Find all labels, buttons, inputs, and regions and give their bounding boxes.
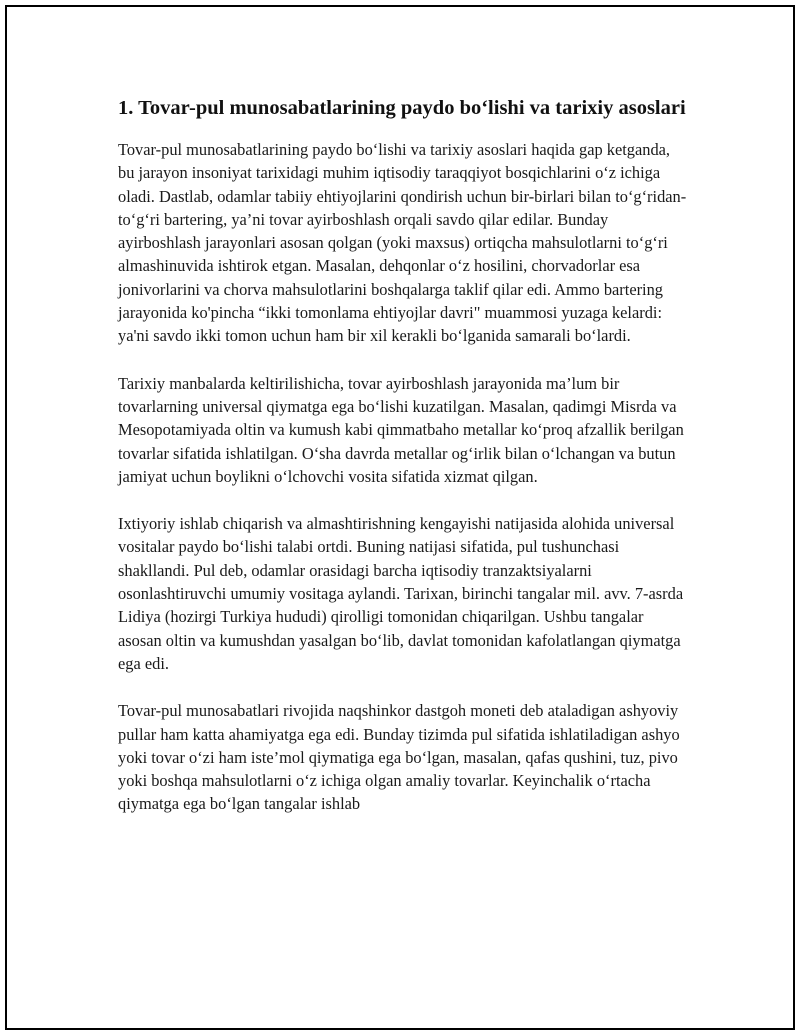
paragraph-1: Tovar-pul munosabatlarining paydo bo‘lishi va tarixiy asoslari haqida gap ketganda, bu jarayon insoniyat tarixidagi muhim iqtisodiy taraqqiyot bosqichlarini o‘z ichiga oladi. Dastlab, odamlar tabiiy ehtiyojlarini qondirish uchun bir-birlari bilan to‘g‘ridan-to‘g‘ri bartering, ya’ni tovar ayirboshlash orqali savdo qilar edilar. Bunday ayirboshlash jarayonlari asosan qolgan (yoki maxsus) ortiqcha mahsulotlarni to‘g‘ri almashinuvida ishtirok etgan. Masalan, dehqonlar o‘z hosilini, chorvadorlar esa jonivorlarini va chorva mahsulotlarini boshqalarga taklif qilar edi. Ammo bartering jarayonida ko'pincha “ikki tomonlama ehtiyojlar davri" muammosi yuzaga kelardi: ya'ni savdo ikki tomon uchun ham bir xil kerakli bo‘lganida samarali bo‘lardi. xyxy=(118,140,687,346)
paragraph-3: Ixtiyoriy ishlab chiqarish va almashtirishning kengayishi natijasida alohida universal vositalar paydo bo‘lishi talabi ortdi. Buning natijasi sifatida, pul tushunchasi shakllandi. Pul deb, odamlar orasidagi barcha iqtisodiy tranzaktsiyalarni osonlashtiruvchi umumiy vositaga aylandi. Tarixan, birinchi tangalar mil. avv. 7-asrda Lidiya (hozirgi Turkiya hududi) qirolligi tomonidan chiqarilgan. Ushbu tangalar asosan oltin va kumushdan yasalgan bo‘lib, davlat tomonidan kafolatlangan qiymatga ega edi. xyxy=(118,514,684,673)
paragraph-2: Tarixiy manbalarda keltirilishicha, tovar ayirboshlash jarayonida ma’lum bir tovarlarning universal qiymatga ega bo‘lishi kuzatilgan. Masalan, qadimgi Misrda va Mesopotamiyada oltin va kumush kabi qimmatbaho metallar ko‘proq afzallik berilgan tovarlar sifatida ishlatilgan. O‘sha davrda metallar og‘irlik bilan o‘lchangan va butun jamiyat uchun boylikni o‘lchovchi vosita sifatida xizmat qilgan. xyxy=(118,373,684,486)
document-body xyxy=(118,94,688,840)
section-heading: 1. Tovar-pul munosabatlarining paydo bo‘lishi va tarixiy asoslari xyxy=(118,97,686,119)
paragraph-4: Tovar-pul munosabatlari rivojida naqshinkor dastgoh moneti deb ataladigan ashyoviy pullar ham katta ahamiyatga ega edi. Bunday tizimda pul sifatida ishlatiladigan ashyo yoki tovar o‘zi ham iste’mol qiymatiga ega bo‘lgan, masalan, qafas qushini, tuz, pivo yoki boshqa mahsulotlarni o‘z ichiga olgan amaliy tovarlar. Keyinchalik o‘rtacha qiymatga ega bo‘lgan tangalar ishlab xyxy=(118,701,680,814)
